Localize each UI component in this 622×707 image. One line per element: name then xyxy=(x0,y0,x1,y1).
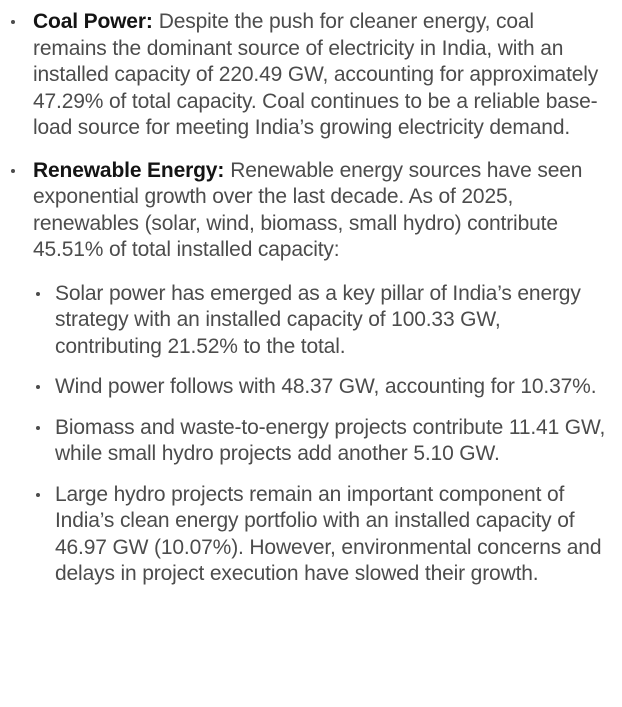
item-paragraph xyxy=(33,10,598,139)
sub-item-text: Wind power follows with 48.37 GW, accounting for 10.37%. xyxy=(55,375,597,398)
sub-bullet-list xyxy=(33,281,610,588)
item-paragraph xyxy=(33,159,582,262)
bullet-dot-icon xyxy=(11,20,15,24)
bullet-item-coal-power xyxy=(0,9,610,142)
bullet-dot-icon xyxy=(36,292,40,296)
item-text: Renewable energy sources have seen exponential growth over the last decade. As of 2025, renewables (solar, wind, biomass, small hydro) contribute 45.51% of total installed capacity: xyxy=(33,158,583,261)
sub-bullet-item-biomass xyxy=(33,415,610,468)
sub-bullet-item-large-hydro xyxy=(33,482,610,588)
document xyxy=(0,9,610,588)
sub-item-text: Biomass and waste-to-energy projects contribute 11.41 GW, while small hydro projects add another 5.10 GW. xyxy=(55,415,606,465)
sub-bullet-item-wind xyxy=(33,374,610,401)
item-label: Renewable Energy: xyxy=(33,158,225,182)
sub-item-text: Large hydro projects remain an important component of India’s clean energy portfolio with an installed capacity of 46.97 GW (10.07%). However, environmental concerns and delays in project execution have slowed their growth. xyxy=(55,482,602,585)
bullet-dot-icon xyxy=(36,493,40,497)
bullet-dot-icon xyxy=(11,169,15,173)
item-label: Coal Power: xyxy=(33,10,153,33)
sub-bullet-item-solar xyxy=(33,281,610,361)
bullet-item-renewable-energy xyxy=(0,158,610,588)
item-text: Despite the push for cleaner energy, coal remains the dominant source of electricity in India, with an installed capacity of 220.49 GW, accounting for approximately 47.29% of total capacity. Coal continues to be a reliable base-load source for meeting India’s growing electricity demand. xyxy=(33,10,599,139)
sub-item-text: Solar power has emerged as a key pillar of India’s energy strategy with an installed capacity of 100.33 GW, contributing 21.52% to the total. xyxy=(55,281,581,358)
bullet-dot-icon xyxy=(36,426,40,430)
bullet-list xyxy=(0,9,610,588)
bullet-dot-icon xyxy=(36,385,40,389)
